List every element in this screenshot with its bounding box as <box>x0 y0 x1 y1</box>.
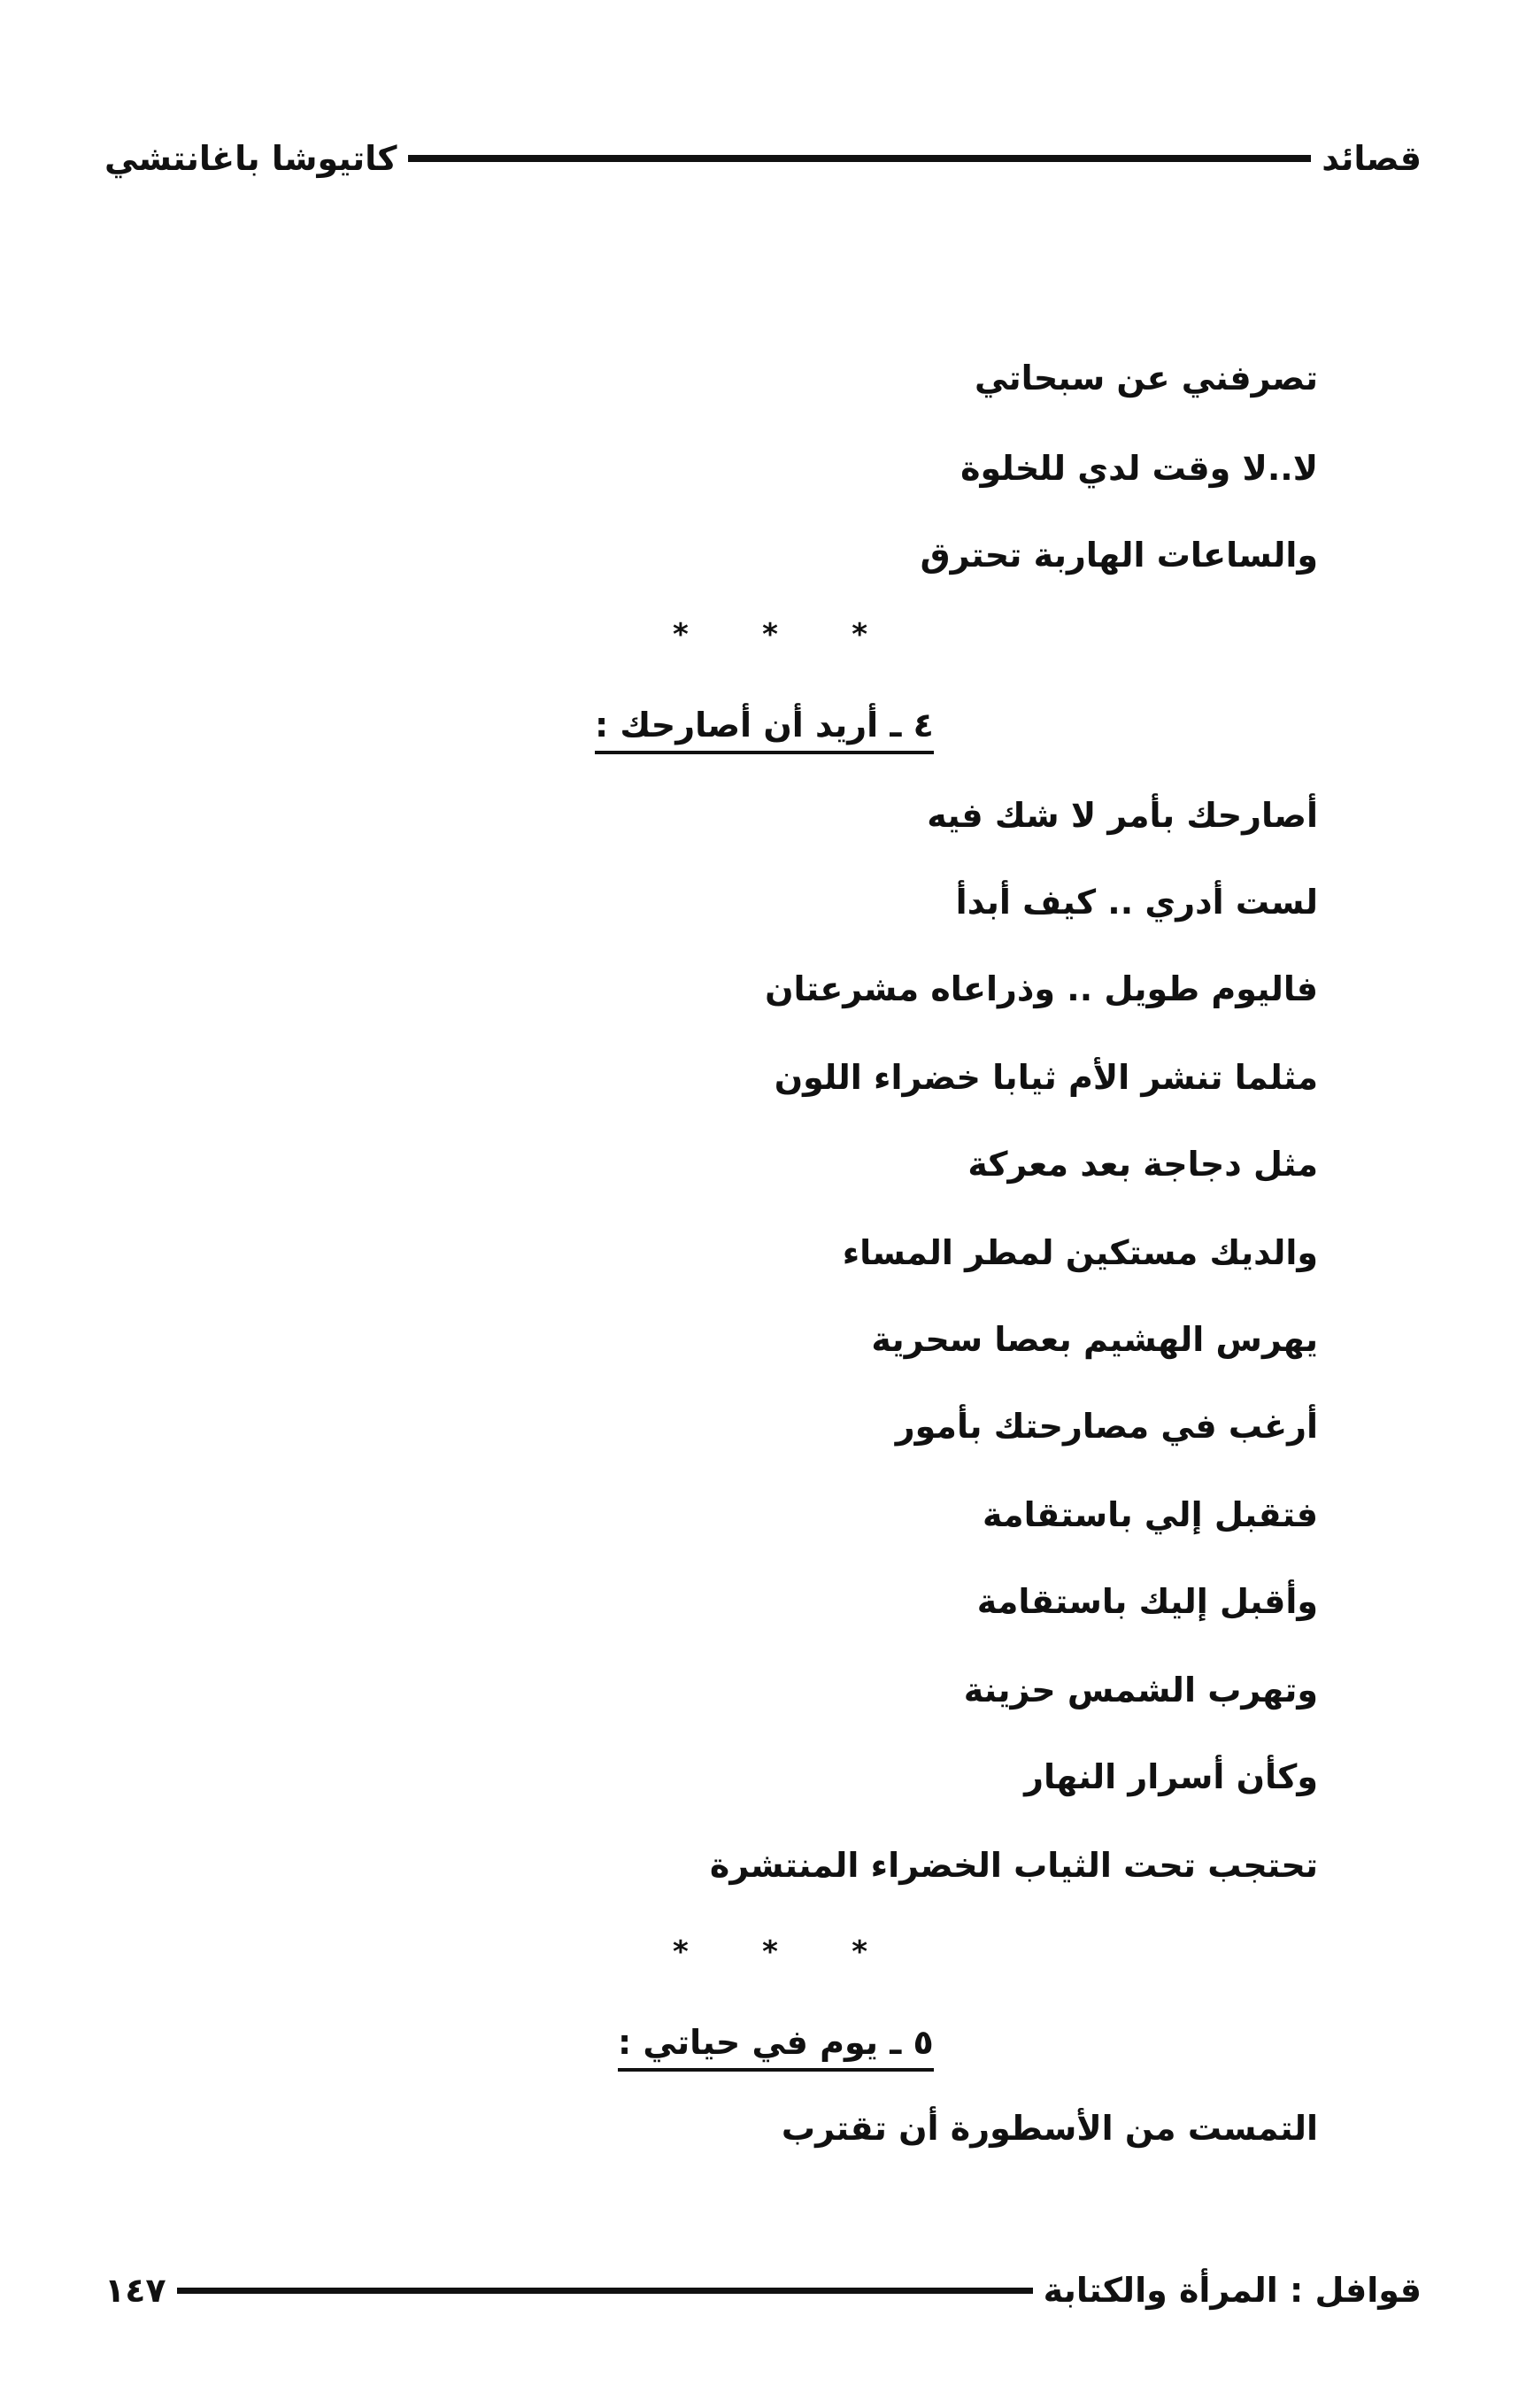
stanza-separator <box>673 617 867 652</box>
poem-line: وأقبل إليك باستقامة <box>976 1582 1318 1621</box>
poem-line: وكأن أسرار النهار <box>1024 1757 1318 1796</box>
section-4-title: ٤ ـ أريد أن أصارحك : <box>595 708 934 754</box>
separator-star: * <box>673 1934 689 1970</box>
poem-line: أرغب في مصارحتك بأمور <box>895 1407 1318 1446</box>
poem-line: والديك مستكين لمطر المساء <box>842 1233 1318 1272</box>
poem-line: التمست من الأسطورة أن تقترب <box>781 2109 1318 2148</box>
header-rule <box>408 155 1312 162</box>
separator-star: * <box>762 1934 778 1970</box>
poem-line: أصارحك بأمر لا شك فيه <box>927 796 1318 835</box>
poem-line: فاليوم طويل .. وذراعاه مشرعتان <box>765 969 1318 1008</box>
poem-line: والساعات الهاربة تحترق <box>920 536 1318 575</box>
page-header <box>104 139 1422 178</box>
poem-line: تحتجب تحت الثياب الخضراء المنتشرة <box>709 1846 1318 1885</box>
stanza-separator <box>673 1934 867 1970</box>
separator-star: * <box>673 617 689 652</box>
poem-line: وتهرب الشمس حزينة <box>963 1671 1318 1710</box>
section-5-title: ٥ ـ يوم في حياتي : <box>618 2026 934 2072</box>
poem-line: مثل دجاجة بعد معركة <box>967 1145 1318 1184</box>
separator-star: * <box>852 1934 867 1970</box>
poem-line: لا..لا وقت لدي للخلوة <box>960 449 1318 488</box>
header-collection-title: قصائد <box>1322 139 1422 178</box>
footer-rule <box>177 2288 1033 2294</box>
poem-line: لست أدري .. كيف أبدأ <box>955 883 1318 922</box>
poem-line: فتقبل إلي باستقامة <box>983 1495 1318 1534</box>
poem-line: تصرفني عن سبحاتي <box>974 359 1318 397</box>
poem-line: يهرس الهشيم بعصا سحرية <box>871 1320 1318 1359</box>
separator-star: * <box>852 617 867 652</box>
page-number: ١٤٧ <box>104 2271 166 2310</box>
separator-star: * <box>762 617 778 652</box>
page-footer <box>104 2271 1422 2310</box>
header-poet-name: كاتيوشا باغانتشي <box>104 139 397 178</box>
footer-journal-title: قوافل : المرأة والكتابة <box>1043 2271 1422 2310</box>
poem-line: مثلما تنشر الأم ثيابا خضراء اللون <box>774 1058 1318 1097</box>
